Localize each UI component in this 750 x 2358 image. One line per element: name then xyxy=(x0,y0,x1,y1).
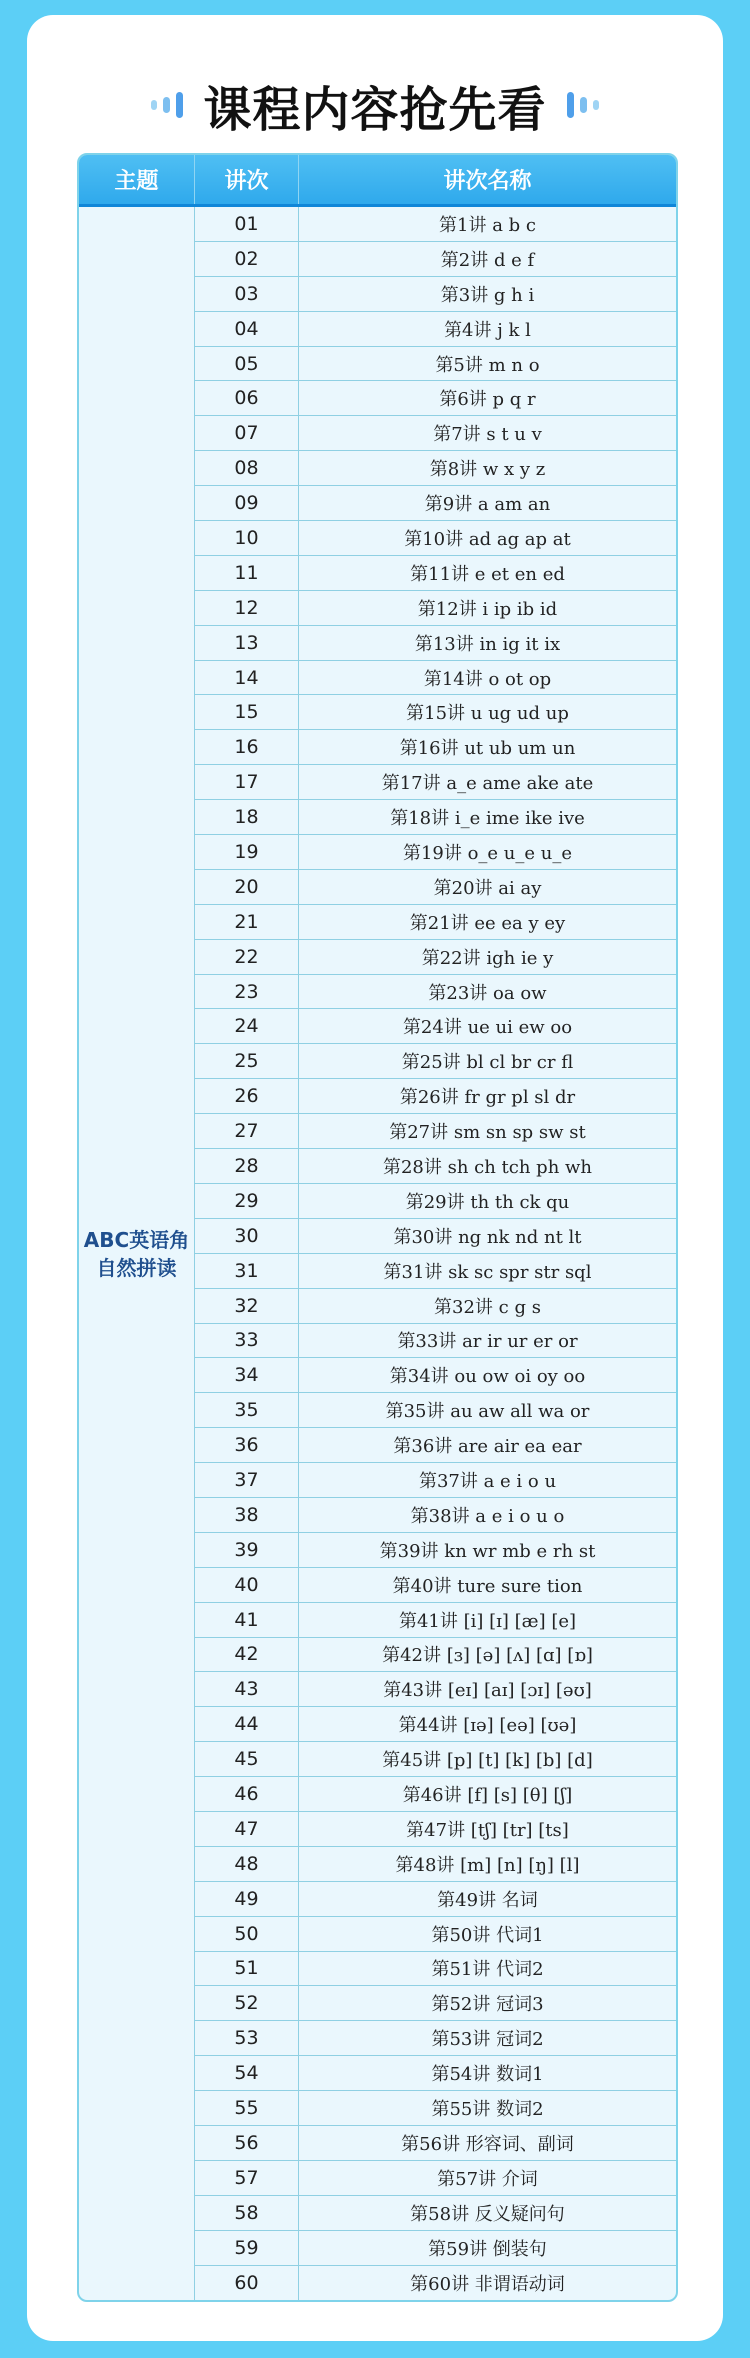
course-table xyxy=(77,153,678,2302)
lesson-name: 第47讲 [tʃ] [tr] [ts] xyxy=(406,1819,569,1841)
lesson-name: 第4讲 j k l xyxy=(444,319,531,341)
table-row xyxy=(195,2266,676,2301)
lesson-number: 14 xyxy=(195,661,299,695)
lesson-number: 53 xyxy=(195,2021,299,2055)
lesson-number: 13 xyxy=(195,626,299,660)
table-row xyxy=(195,1463,676,1498)
lesson-name: 第6讲 p q r xyxy=(439,389,536,411)
lesson-name: 第22讲 igh ie y xyxy=(421,947,554,969)
lesson-name: 第41讲 [i] [ɪ] [æ] [e] xyxy=(398,1610,577,1632)
lesson-number: 26 xyxy=(195,1079,299,1113)
table-row xyxy=(195,1044,676,1079)
lesson-number: 06 xyxy=(195,381,299,415)
lesson-number: 35 xyxy=(195,1393,299,1427)
lesson-name: 第53讲 冠词2 xyxy=(431,2029,544,2051)
lesson-number: 23 xyxy=(195,975,299,1009)
lesson-number: 47 xyxy=(195,1812,299,1846)
lesson-name: 第26讲 fr gr pl sl dr xyxy=(399,1087,576,1109)
table-row xyxy=(195,800,676,835)
table-row xyxy=(195,207,676,242)
lesson-name: 第7讲 s t u v xyxy=(433,424,542,446)
lesson-name: 第27讲 sm sn sp sw st xyxy=(389,1122,586,1144)
lesson-number: 60 xyxy=(195,2266,299,2301)
lesson-name: 第38讲 a e i o u o xyxy=(410,1505,565,1527)
lesson-name: 第51讲 代词2 xyxy=(431,1959,544,1981)
lesson-name: 第42讲 [ɜ] [ə] [ʌ] [ɑ] [ɒ] xyxy=(382,1645,593,1667)
lesson-number: 59 xyxy=(195,2231,299,2265)
lesson-name: 第57讲 介词 xyxy=(437,2168,538,2190)
lesson-name: 第11讲 e et en ed xyxy=(410,563,565,585)
lesson-number: 46 xyxy=(195,1777,299,1811)
table-row xyxy=(195,661,676,696)
table-row xyxy=(195,1149,676,1184)
table-row xyxy=(195,486,676,521)
lesson-name: 第60讲 非谓语动词 xyxy=(410,2273,565,2295)
lesson-number: 37 xyxy=(195,1463,299,1497)
table-row xyxy=(195,556,676,591)
lesson-number: 38 xyxy=(195,1498,299,1532)
lesson-name: 第39讲 kn wr mb e rh st xyxy=(379,1540,596,1562)
lesson-name: 第1讲 a b c xyxy=(439,214,536,236)
lesson-number: 24 xyxy=(195,1009,299,1043)
table-row xyxy=(195,347,676,382)
table-row xyxy=(195,1393,676,1428)
lesson-name: 第28讲 sh ch tch ph wh xyxy=(382,1156,593,1178)
table-row xyxy=(195,1986,676,2021)
lesson-number: 10 xyxy=(195,521,299,555)
lesson-name: 第30讲 ng nk nd nt lt xyxy=(393,1226,582,1248)
table-row xyxy=(195,835,676,870)
table-row xyxy=(195,1882,676,1917)
table-row xyxy=(195,1742,676,1777)
lesson-number: 17 xyxy=(195,765,299,799)
lesson-number: 04 xyxy=(195,312,299,346)
table-row xyxy=(195,1079,676,1114)
lesson-number: 15 xyxy=(195,695,299,729)
table-row xyxy=(195,1777,676,1812)
lesson-name: 第18讲 i_e ime ike ive xyxy=(390,808,585,830)
lesson-name: 第19讲 o_e u_e u_e xyxy=(402,842,573,864)
lesson-name: 第31讲 sk sc spr str sql xyxy=(383,1261,592,1283)
lesson-name: 第37讲 a e i o u xyxy=(418,1471,557,1492)
table-header xyxy=(79,155,676,207)
table-row xyxy=(195,521,676,556)
lesson-number: 32 xyxy=(195,1289,299,1323)
lesson-name: 第50讲 代词1 xyxy=(431,1924,544,1946)
lesson-name: 第20讲 ai ay xyxy=(433,877,542,899)
lesson-name: 第13讲 in ig it ix xyxy=(414,633,561,655)
lesson-name: 第2讲 d e f xyxy=(440,249,535,271)
table-row xyxy=(195,1219,676,1254)
table-row xyxy=(195,2056,676,2091)
table-row xyxy=(195,381,676,416)
table-row xyxy=(195,1568,676,1603)
lesson-name: 第55讲 数词2 xyxy=(431,2099,544,2121)
lesson-number: 08 xyxy=(195,451,299,485)
table-row xyxy=(195,2231,676,2266)
table-row xyxy=(195,765,676,800)
lesson-number: 50 xyxy=(195,1917,299,1951)
table-row xyxy=(195,312,676,347)
table-row xyxy=(195,451,676,486)
lesson-name: 第24讲 ue ui ew oo xyxy=(402,1017,573,1039)
table-row xyxy=(195,1254,676,1289)
lesson-number: 11 xyxy=(195,556,299,590)
lesson-number: 05 xyxy=(195,347,299,381)
lesson-number: 12 xyxy=(195,591,299,625)
lesson-name: 第15讲 u ug ud up xyxy=(406,703,569,725)
table-row xyxy=(195,2196,676,2231)
table-row xyxy=(195,2091,676,2126)
lesson-name: 第14讲 o ot op xyxy=(423,668,552,690)
lesson-number: 25 xyxy=(195,1044,299,1078)
lesson-number: 57 xyxy=(195,2161,299,2195)
lesson-number: 56 xyxy=(195,2126,299,2160)
lesson-number: 29 xyxy=(195,1184,299,1218)
lesson-number: 03 xyxy=(195,277,299,311)
lesson-number: 58 xyxy=(195,2196,299,2230)
table-row xyxy=(195,940,676,975)
table-row xyxy=(195,1952,676,1987)
lesson-name: 第36讲 are air ea ear xyxy=(393,1436,582,1458)
lesson-name: 第54讲 数词1 xyxy=(431,2064,544,2086)
table-row xyxy=(195,905,676,940)
lesson-name: 第17讲 a_e ame ake ate xyxy=(381,773,594,795)
lesson-number: 22 xyxy=(195,940,299,974)
table-row xyxy=(195,2021,676,2056)
lesson-number: 18 xyxy=(195,800,299,834)
title-bar xyxy=(27,65,723,145)
table-body xyxy=(79,207,676,2300)
table-row xyxy=(195,1672,676,1707)
table-row xyxy=(195,975,676,1010)
lesson-number: 49 xyxy=(195,1882,299,1916)
lesson-number: 45 xyxy=(195,1742,299,1776)
lesson-number: 41 xyxy=(195,1603,299,1637)
lesson-name: 第29讲 th th ck qu xyxy=(405,1191,570,1213)
lesson-number: 01 xyxy=(195,207,299,241)
lesson-number: 33 xyxy=(195,1324,299,1358)
rows-container xyxy=(195,207,676,2300)
lesson-number: 51 xyxy=(195,1952,299,1986)
table-row xyxy=(195,277,676,312)
lesson-number: 09 xyxy=(195,486,299,520)
lesson-name: 第45讲 [p] [t] [k] [b] [d] xyxy=(382,1750,593,1772)
lesson-number: 31 xyxy=(195,1254,299,1288)
lesson-name: 第32讲 c g s xyxy=(434,1296,541,1318)
lesson-name: 第34讲 ou ow oi oy oo xyxy=(389,1366,586,1388)
lesson-number: 19 xyxy=(195,835,299,869)
table-row xyxy=(195,626,676,661)
header-number: 讲次 xyxy=(195,155,299,204)
lesson-name: 第44讲 [ɪə] [eə] [ʊə] xyxy=(398,1715,577,1737)
table-row xyxy=(195,1603,676,1638)
table-row xyxy=(195,1324,676,1359)
lesson-number: 52 xyxy=(195,1986,299,2020)
left-decoration-icon xyxy=(151,92,183,118)
lesson-number: 48 xyxy=(195,1847,299,1881)
table-row xyxy=(195,1638,676,1673)
lesson-name: 第3讲 g h i xyxy=(440,284,535,306)
header-topic: 主题 xyxy=(79,155,195,204)
lesson-name: 第46讲 [f] [s] [θ] [ʃ] xyxy=(402,1785,573,1807)
lesson-number: 40 xyxy=(195,1568,299,1602)
lesson-name: 第5讲 m n o xyxy=(435,354,540,376)
lesson-name: 第9讲 a am an xyxy=(424,494,551,516)
table-row xyxy=(195,2126,676,2161)
lesson-name: 第43讲 [eɪ] [aɪ] [ɔɪ] [əʊ] xyxy=(383,1680,592,1702)
right-decoration-icon xyxy=(567,92,599,118)
page-title: 课程内容抢先看 xyxy=(203,81,547,138)
lesson-name: 第40讲 ture sure tion xyxy=(392,1575,583,1597)
table-row xyxy=(195,1009,676,1044)
lesson-number: 44 xyxy=(195,1707,299,1741)
lesson-number: 27 xyxy=(195,1114,299,1148)
lesson-name: 第25讲 bl cl br cr fl xyxy=(401,1052,574,1074)
table-row xyxy=(195,1428,676,1463)
lesson-name: 第52讲 冠词3 xyxy=(431,1994,544,2016)
lesson-number: 28 xyxy=(195,1149,299,1183)
lesson-number: 16 xyxy=(195,730,299,764)
lesson-number: 43 xyxy=(195,1672,299,1706)
table-row xyxy=(195,1917,676,1952)
lesson-number: 42 xyxy=(195,1638,299,1672)
table-row xyxy=(195,1114,676,1149)
table-row xyxy=(195,1533,676,1568)
topic-cell xyxy=(79,207,195,2300)
lesson-name: 第33讲 ar ir ur er or xyxy=(397,1331,578,1353)
lesson-number: 54 xyxy=(195,2056,299,2090)
lesson-number: 20 xyxy=(195,870,299,904)
table-row xyxy=(195,1184,676,1219)
lesson-name: 第8讲 w x y z xyxy=(429,459,546,481)
table-row xyxy=(195,416,676,451)
table-row xyxy=(195,730,676,765)
lesson-name: 第48讲 [m] [n] [ŋ] [l] xyxy=(395,1854,580,1876)
table-row xyxy=(195,1847,676,1882)
table-row xyxy=(195,1812,676,1847)
table-row xyxy=(195,695,676,730)
lesson-name: 第58讲 反义疑问句 xyxy=(410,2203,565,2225)
lesson-number: 21 xyxy=(195,905,299,939)
lesson-name: 第49讲 名词 xyxy=(437,1889,538,1911)
lesson-name: 第21讲 ee ea y ey xyxy=(409,912,566,934)
topic-line-2: 自然拼读 xyxy=(96,1255,177,1280)
table-row xyxy=(195,870,676,905)
lesson-number: 55 xyxy=(195,2091,299,2125)
table-row xyxy=(195,1358,676,1393)
table-row xyxy=(195,1498,676,1533)
table-row xyxy=(195,2161,676,2196)
content-card xyxy=(27,15,723,2341)
lesson-number: 02 xyxy=(195,242,299,276)
lesson-number: 34 xyxy=(195,1358,299,1392)
table-row xyxy=(195,591,676,626)
topic-line-1: ABC英语角 xyxy=(83,1227,190,1252)
table-row xyxy=(195,1289,676,1324)
header-name: 讲次名称 xyxy=(443,169,532,194)
lesson-name: 第56讲 形容词、副词 xyxy=(401,2133,574,2155)
lesson-name: 第16讲 ut ub um un xyxy=(399,738,576,760)
lesson-name: 第35讲 au aw all wa or xyxy=(385,1401,590,1423)
lesson-number: 07 xyxy=(195,416,299,450)
lesson-name: 第12讲 i ip ib id xyxy=(417,598,558,620)
table-row xyxy=(195,242,676,277)
lesson-name: 第23讲 oa ow xyxy=(428,982,547,1004)
lesson-number: 39 xyxy=(195,1533,299,1567)
table-row xyxy=(195,1707,676,1742)
lesson-name: 第59讲 倒装句 xyxy=(428,2238,547,2260)
lesson-name: 第10讲 ad ag ap at xyxy=(404,528,571,550)
lesson-number: 30 xyxy=(195,1219,299,1253)
lesson-number: 36 xyxy=(195,1428,299,1462)
